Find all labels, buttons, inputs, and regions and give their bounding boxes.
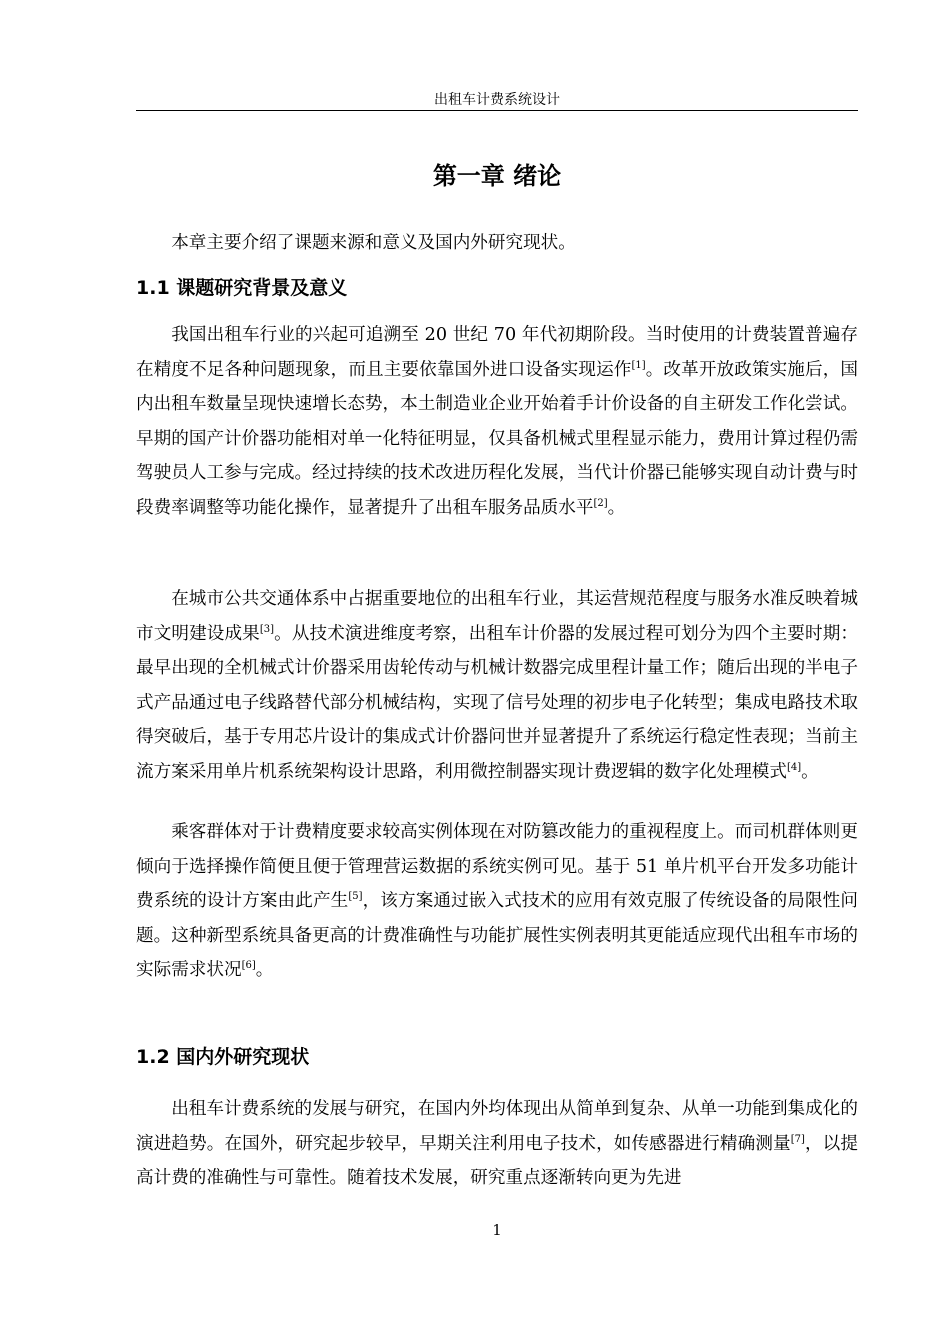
- chapter-intro: 本章主要介绍了课题来源和意义及国内外研究现状。: [171, 233, 576, 253]
- section-heading-1-1: 1.1 课题研究背景及意义: [136, 277, 348, 299]
- citation-ref: [6]: [241, 960, 256, 971]
- paragraph-text: 出租车计费系统的发展与研究，在国内外均体现出从简单到复杂、从单一功能到集成化的演进趋势。在国外，研究起步较早，早期关注利用电子技术，如传感器进行精确测量: [136, 1099, 858, 1154]
- paragraph-text: ，该方案通过嵌入式技术的应用有效克服了传统设备的局限性问题。这种新型系统具备更高的计费准确性与功能扩展性实例表明其更能适应现代出租车市场的实际需求状况: [136, 891, 858, 980]
- paragraph-text: 在城市公共交通体系中占据重要地位的出租车行业，其运营规范程度与服务水准反映着城市文明建设成果: [136, 589, 858, 644]
- paragraph-text: ，以提高计费的准确性与可靠性。随着技术发展，研究重点逐渐转向更为先进: [136, 1133, 858, 1188]
- paragraph-text: 乘客群体对于计费精度要求较高实例体现在对防篡改能力的重视程度上。而司机群体则更倾向于选择操作简便且便于管理营运数据的系统实例可见。基于 51 单片机平台开发多功能计费系统的设计方案由此产生: [136, 822, 858, 911]
- paragraph-1-1-2: [136, 582, 858, 789]
- paragraph-1-1-1: [136, 318, 858, 525]
- paragraph-1-1-3: [136, 815, 858, 988]
- citation-ref: [4]: [786, 761, 802, 773]
- chapter-title: 第一章 绪论: [432, 162, 562, 190]
- page-header: 出租车计费系统设计: [434, 92, 560, 108]
- citation-ref: [3]: [259, 623, 275, 635]
- paragraph-text: 。从技术演进维度考察，出租车计价器的发展过程可划分为四个主要时期：最早出现的全机械式计价器采用齿轮传动与机械计数器完成里程计量工作；随后出现的半电子式产品通过电子线路替代部分机械结构，实现了信号处理的初步电子化转型；集成电路技术取得突破后，基于专用芯片设计的集成式计价器问世并显著提升了系统运行稳定性表现；当前主流方案采用单片机系统架构设计思路，利用微控制器实现计费逻辑的数字化处理模式: [136, 623, 858, 782]
- paragraph-1-2-1: [136, 1092, 858, 1196]
- section-heading-1-2: 1.2 国内外研究现状: [136, 1046, 310, 1068]
- citation-ref: [7]: [790, 1133, 805, 1145]
- paragraph-text: 我国出租车行业的兴起可追溯至 20 世纪 70 年代初期阶段。当时使用的计费装置普遍存在精度不足各种问题现象，而且主要依靠国外进口设备实现运作: [136, 325, 858, 380]
- header-rule: [136, 110, 858, 111]
- paragraph-text: 。: [255, 960, 274, 980]
- paragraph-text: 。: [607, 497, 626, 518]
- citation-ref: [2]: [593, 497, 608, 509]
- paragraph-text: 。: [801, 761, 819, 782]
- page-number: 1: [492, 1221, 502, 1239]
- paragraph-text: 。改革开放政策实施后，国内出租车数量呈现快速增长态势，本土制造业企业开始着手计价设备的自主研发工作化尝试。早期的国产计价器功能相对单一化特征明显，仅具备机械式里程显示能力，费用计算过程仍需驾驶员人工参与完成。经过持续的技术改进历程化发展，当代计价器已能够实现自动计费与时段费率调整等功能化操作，显著提升了出租车服务品质水平: [136, 359, 858, 518]
- citation-ref: [1]: [631, 359, 646, 371]
- citation-ref: [5]: [348, 891, 363, 902]
